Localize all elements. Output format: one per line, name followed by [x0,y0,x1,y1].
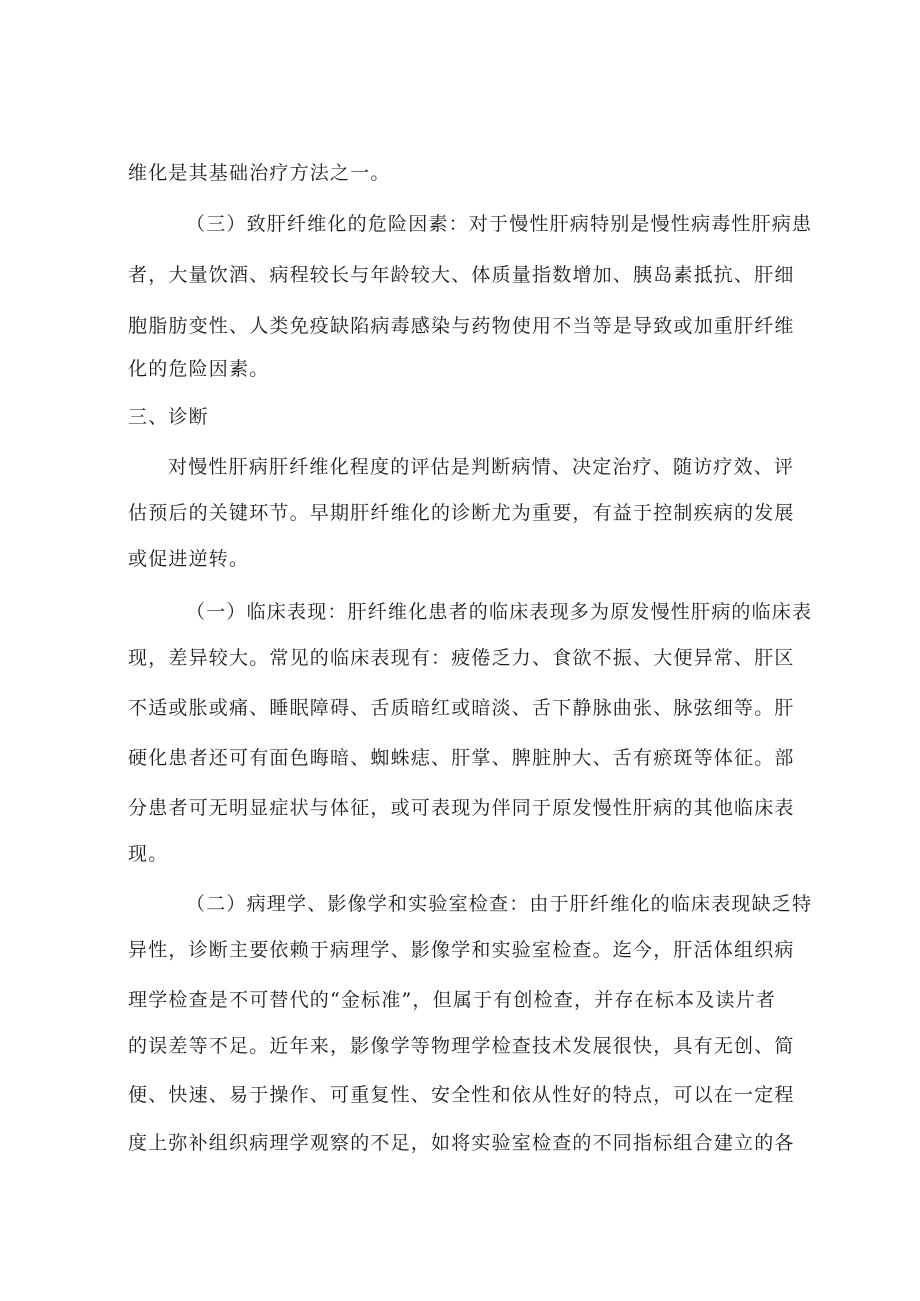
section-heading-clinical: （一）临床表现：肝纤维化患者的临床表现多为原发慢性肝病的临床表 [186,601,813,623]
section-title-diagnosis: 三、诊断 [128,406,209,428]
text-line: 现，差异较大。常见的临床表现有：疲倦乏力、食欲不振、大便异常、肝区 [128,647,795,669]
text-line: 化的危险因素。 [128,358,270,380]
text-line: 现。 [128,843,169,865]
section-heading-risk-factors: （三）致肝纤维化的危险因素：对于慢性肝病特别是慢性病毒性肝病患 [186,213,813,235]
text-line: 分患者可无明显症状与体征，或可表现为伴同于原发慢性肝病的其他临床表 [128,797,795,819]
text-line: 胞脂肪变性、人类免疫缺陷病毒感染与药物使用不当等是导致或加重肝纤维 [128,315,795,337]
paragraph-start: 对慢性肝病肝纤维化程度的评估是判断病情、决定治疗、随访疗效、评 [168,456,795,478]
text-line: 估预后的关键环节。早期肝纤维化的诊断尤为重要，有益于控制疾病的发展 [128,502,795,524]
text-line: 不适或胀或痛、睡眠障碍、舌质暗红或暗淡、舌下静脉曲张、脉弦细等。肝 [128,697,795,719]
text-line: 便、快速、易于操作、可重复性、安全性和依从性好的特点，可以在一定程 [128,1084,795,1106]
text-line: 理学检查是不可替代的“金标准”，但属于有创检查，并存在标本及读片者 [128,989,777,1011]
section-heading-exams: （二）病理学、影像学和实验室检查：由于肝纤维化的临床表现缺乏特 [186,893,813,915]
text-line: 度上弥补组织病理学观察的不足，如将实验室检查的不同指标组合建立的各 [128,1132,795,1154]
text-line: 维化是其基础治疗方法之一。 [128,162,391,184]
text-line: 异性，诊断主要依赖于病理学、影像学和实验室检查。迄今，肝活体组织病 [128,939,795,961]
text-line: 的误差等不足。近年来，影像学等物理学检查技术发展很快，具有无创、简 [128,1035,795,1057]
text-line: 者，大量饮酒、病程较长与年龄较大、体质量指数增加、胰岛素抵抗、肝细 [128,264,795,286]
text-line: 或促进逆转。 [128,548,250,570]
text-line: 硬化患者还可有面色晦暗、蜘蛛痣、肝掌、脾脏肿大、舌有瘀斑等体征。部 [128,747,795,769]
